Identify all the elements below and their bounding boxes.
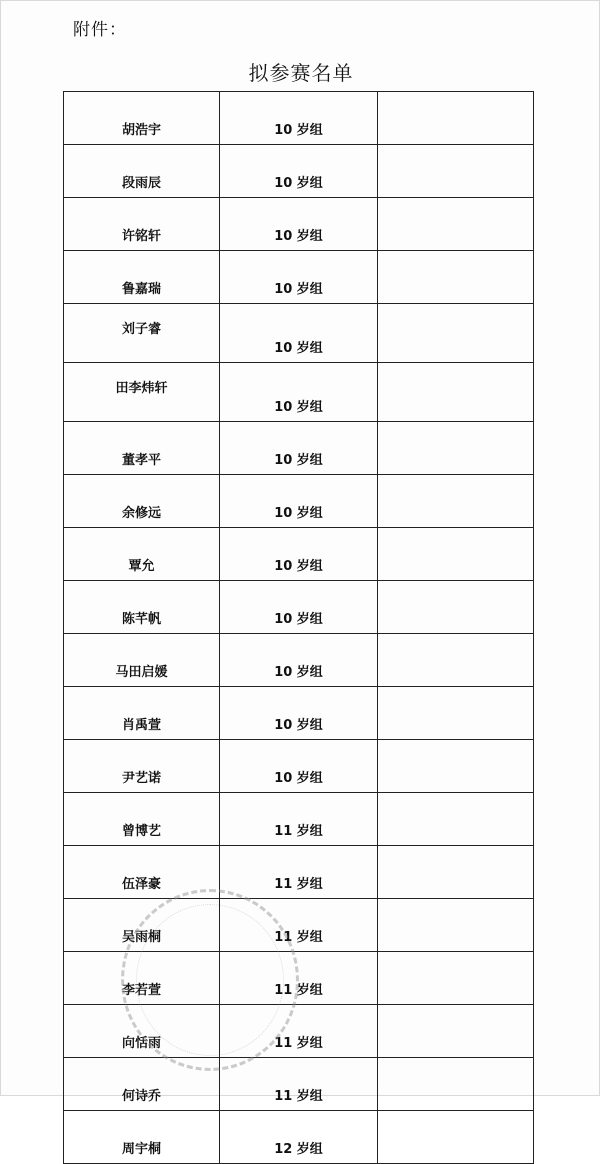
table-row <box>64 528 534 581</box>
participant-name-cell: 伍泽豪 <box>64 846 220 899</box>
note-cell <box>378 952 534 1005</box>
age-group-cell: 10 岁组 <box>220 422 378 475</box>
age-group-cell: 10 岁组 <box>220 475 378 528</box>
note-cell <box>378 1005 534 1058</box>
participant-name-cell: 李若萱 <box>64 952 220 1005</box>
note-cell <box>378 793 534 846</box>
age-group-cell: 10 岁组 <box>220 363 378 422</box>
note-cell <box>378 304 534 363</box>
age-group-cell: 10 岁组 <box>220 304 378 363</box>
table-row <box>64 846 534 899</box>
age-group-cell: 10 岁组 <box>220 634 378 687</box>
table-row <box>64 899 534 952</box>
table-row <box>64 422 534 475</box>
table-row <box>64 304 534 363</box>
age-group-cell: 10 岁组 <box>220 528 378 581</box>
note-cell <box>378 198 534 251</box>
participant-name-cell: 许铭轩 <box>64 198 220 251</box>
table-row <box>64 793 534 846</box>
note-cell <box>378 475 534 528</box>
participant-name-cell: 田李炜轩 <box>64 363 220 422</box>
participant-name-cell: 段雨辰 <box>64 145 220 198</box>
participant-name-cell: 曾博艺 <box>64 793 220 846</box>
participant-name-cell: 余修远 <box>64 475 220 528</box>
participant-name-cell: 肖禹萱 <box>64 687 220 740</box>
note-cell <box>378 634 534 687</box>
participant-name-cell: 鲁嘉瑞 <box>64 251 220 304</box>
note-cell <box>378 363 534 422</box>
participant-name-cell: 周宇桐 <box>64 1111 220 1164</box>
note-cell <box>378 581 534 634</box>
note-cell <box>378 145 534 198</box>
note-cell <box>378 251 534 304</box>
table-row <box>64 1005 534 1058</box>
age-group-cell: 11 岁组 <box>220 793 378 846</box>
table-row <box>64 1111 534 1164</box>
age-group-cell: 10 岁组 <box>220 92 378 145</box>
participant-name-cell: 胡浩宇 <box>64 92 220 145</box>
page-title: 拟参赛名单 <box>248 61 354 85</box>
age-group-cell: 12 岁组 <box>220 1111 378 1164</box>
note-cell <box>378 1111 534 1164</box>
participant-name-cell: 董孝平 <box>64 422 220 475</box>
table-row <box>64 251 534 304</box>
table-row <box>64 740 534 793</box>
note-cell <box>378 899 534 952</box>
table-row <box>64 687 534 740</box>
age-group-cell: 10 岁组 <box>220 251 378 304</box>
table-row <box>64 363 534 422</box>
age-group-cell: 11 岁组 <box>220 952 378 1005</box>
participant-name-cell: 刘子睿 <box>64 304 220 363</box>
age-group-cell: 10 岁组 <box>220 145 378 198</box>
participant-name-cell: 马田启媛 <box>64 634 220 687</box>
note-cell <box>378 92 534 145</box>
participant-table <box>63 91 534 1164</box>
note-cell <box>378 687 534 740</box>
age-group-cell: 11 岁组 <box>220 1005 378 1058</box>
participant-name-cell: 陈芊帆 <box>64 581 220 634</box>
age-group-cell: 11 岁组 <box>220 846 378 899</box>
note-cell <box>378 740 534 793</box>
age-group-cell: 10 岁组 <box>220 687 378 740</box>
table-row <box>64 92 534 145</box>
table-row <box>64 145 534 198</box>
age-group-cell: 10 岁组 <box>220 198 378 251</box>
participant-name-cell: 何诗乔 <box>64 1058 220 1111</box>
age-group-cell: 10 岁组 <box>220 581 378 634</box>
attachment-label: 附件： <box>73 20 127 40</box>
table-row <box>64 475 534 528</box>
note-cell <box>378 1058 534 1111</box>
table-row <box>64 581 534 634</box>
age-group-cell: 10 岁组 <box>220 740 378 793</box>
age-group-cell: 11 岁组 <box>220 1058 378 1111</box>
participant-name-cell: 尹艺诺 <box>64 740 220 793</box>
participant-table-body <box>64 92 534 1164</box>
note-cell <box>378 422 534 475</box>
table-row <box>64 1058 534 1111</box>
participant-name-cell: 吴雨桐 <box>64 899 220 952</box>
note-cell <box>378 846 534 899</box>
table-row <box>64 952 534 1005</box>
table-row <box>64 198 534 251</box>
participant-name-cell: 向恬雨 <box>64 1005 220 1058</box>
table-row <box>64 634 534 687</box>
note-cell <box>378 528 534 581</box>
participant-name-cell: 覃允 <box>64 528 220 581</box>
age-group-cell: 11 岁组 <box>220 899 378 952</box>
